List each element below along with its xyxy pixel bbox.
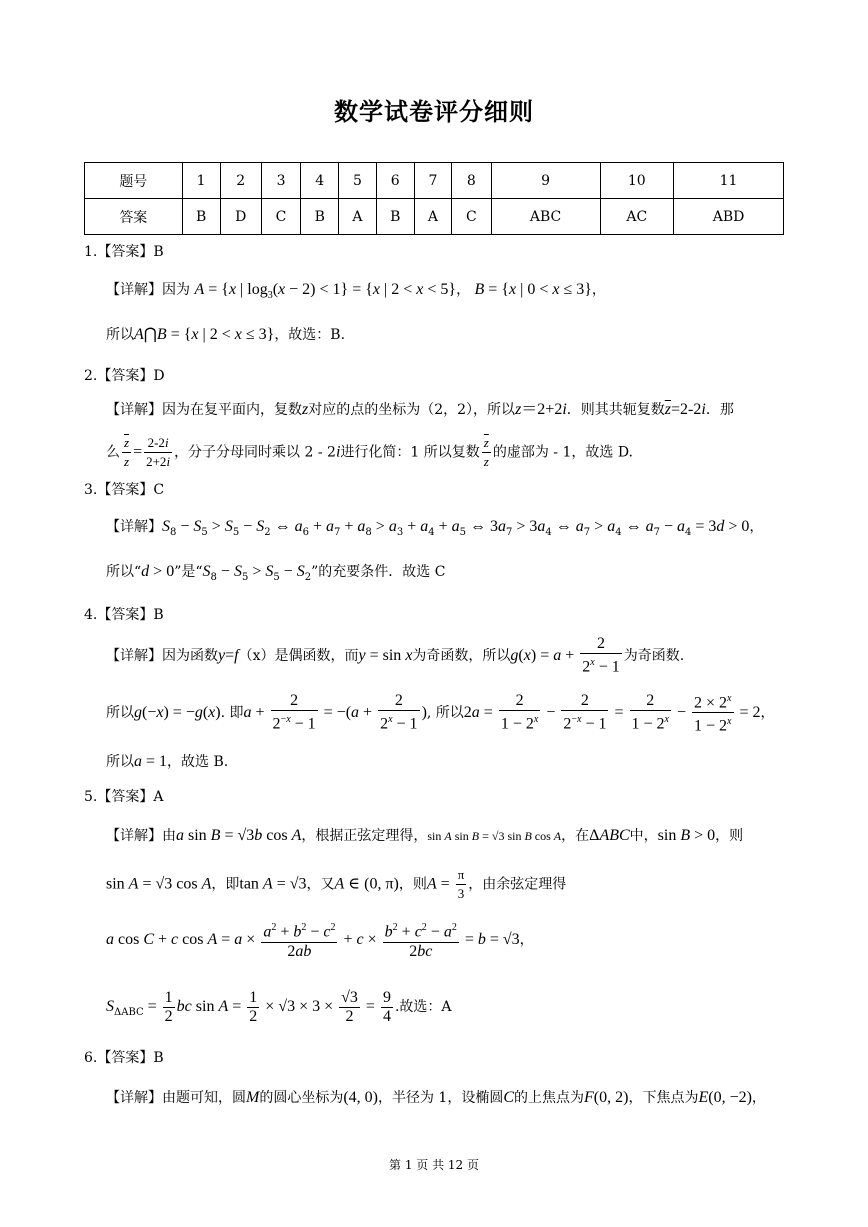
detail-line: sin A = √3 cos A，即tan A = √3，又A ∈ (0, π)，则A = $\frac{\pi}{3}$ ，由余弦定理得 [106, 867, 567, 901]
detail-line: 所以g(−x) = −g(x). 即a + $\frac{2}{2^{-x} - 1}$ = −(a + $\frac{2}{2^x - 1}$ ), 所以2a = $\frac{2}{1 - 2^x}$ − $\frac{2}{2^{-x} - 1}$ = $\frac{2}{1 - 2^x}$ − $\frac{2 \times 2^x}{1 - 2^x}$ = 2， [106, 690, 775, 736]
answer-heading-3: 3.【答案】C [84, 482, 165, 498]
detail-line: 【详解】$S_8 - S_5 > S_5 - S_2$ ⇔ $a_6 + a_7 + a_8 > a_3 + a_4 + a_5$ ⇔ $3a_7 > 3a_4$ ⇔ $a_7 > a_4$ ⇔ $a_7 - a_4 = 3d > 0$， [106, 518, 764, 538]
table-cell: ABD [674, 199, 784, 235]
detail-line: 所以A⋂B = {x | 2 < x ≤ 3}，故选：B. [106, 326, 346, 343]
detail-line: 【详解】由a sin B = √3b cos A，根据正弦定理得，sin A sin B = √3 sin B cos A，在ΔABC中，sin B > 0，则 [106, 827, 744, 844]
table-cell: 10 [600, 163, 673, 199]
table-cell: A [414, 199, 451, 235]
table-row-numbers [85, 163, 784, 199]
answer-heading-1: 1.【答案】B [84, 244, 164, 260]
detail-line: 【详解】因为 A = {x | $\log_3(x - 2) < 1\} = \{x$ | 2 < x < 5}， B = {x | 0 < x ≤ 3}， [106, 281, 606, 302]
answer-table [84, 162, 784, 235]
answer-heading-6: 6.【答案】B [84, 1050, 164, 1066]
table-row-answers [85, 199, 784, 235]
table-cell: 7 [414, 163, 451, 199]
detail-line: $S_{\Delta ABC}$ = $\frac{1}{2}$ bc sin A = $\frac{1}{2}$ × √3 × 3 × $\frac{√3}{2}$ = $\frac{9}{4}$ .故选：A [106, 988, 452, 1025]
table-cell: B [301, 199, 339, 235]
table-cell: 11 [674, 163, 784, 199]
answer-heading-5: 5.【答案】A [84, 789, 164, 805]
page-footer: 第 1 页 共 12 页 [389, 1158, 479, 1172]
table-cell: B [376, 199, 414, 235]
answer-heading-2: 2.【答案】D [84, 368, 165, 384]
table-cell: 4 [301, 163, 339, 199]
detail-line: 【详解】因为在复平面内，复数z对应的点的坐标为（2，2），所以z＝2+2i．则其共轭复数$\overline{z}=2-2i$．那 [106, 401, 734, 418]
table-cell: 8 [452, 163, 491, 199]
table-cell: D [220, 199, 261, 235]
detail-line: 么 $\frac{\overline{z}}{z}$ = $\frac{2-2i}{2+2i}$ ，分子分母同时乘以 2 - 2i进行化简：1 所以复数 $\frac{\overline{z}}{z}$ 的虚部为 - 1，故选 D. [106, 435, 634, 469]
table-cell: 2 [220, 163, 261, 199]
table-cell: C [452, 199, 491, 235]
table-cell: 6 [376, 163, 414, 199]
detail-line: 【详解】由题可知，圆M的圆心坐标为(4, 0)，半径为 1，设椭圆C的上焦点为F(0, 2)，下焦点为E(0, −2)， [106, 1089, 766, 1106]
table-header-label: 题号 [85, 163, 183, 199]
page-title: 数学试卷评分细则 [334, 98, 534, 126]
detail-line: a cos C + c cos A = a × $\frac{a^2 + b^2 - c^2}{2ab}$ + c × $\frac{b^2 + c^2 - a^2}{2bc}$ = b = √3， [106, 916, 534, 964]
table-cell: 9 [491, 163, 600, 199]
table-cell: B [182, 199, 220, 235]
table-cell: 5 [339, 163, 376, 199]
detail-line: 所以a = 1，故选 B. [106, 753, 229, 770]
table-cell: AC [600, 199, 673, 235]
detail-line: 【详解】因为函数y=f（x）是偶函数，而y = sin x为奇函数，所以g(x) = a + $\frac{2}{2^x - 1}$ 为奇函数. [106, 635, 685, 676]
table-cell: ABC [491, 199, 600, 235]
table-cell: 3 [261, 163, 300, 199]
table-answer-label: 答案 [85, 199, 183, 235]
table-cell: 1 [182, 163, 220, 199]
detail-line: 所以“d > 0”是“$S_8 - S_5 > S_5 - S_2$”的充要条件．故选 C [106, 563, 446, 583]
answer-heading-4: 4.【答案】B [84, 607, 164, 623]
table-cell: A [339, 199, 376, 235]
table-cell: C [261, 199, 300, 235]
